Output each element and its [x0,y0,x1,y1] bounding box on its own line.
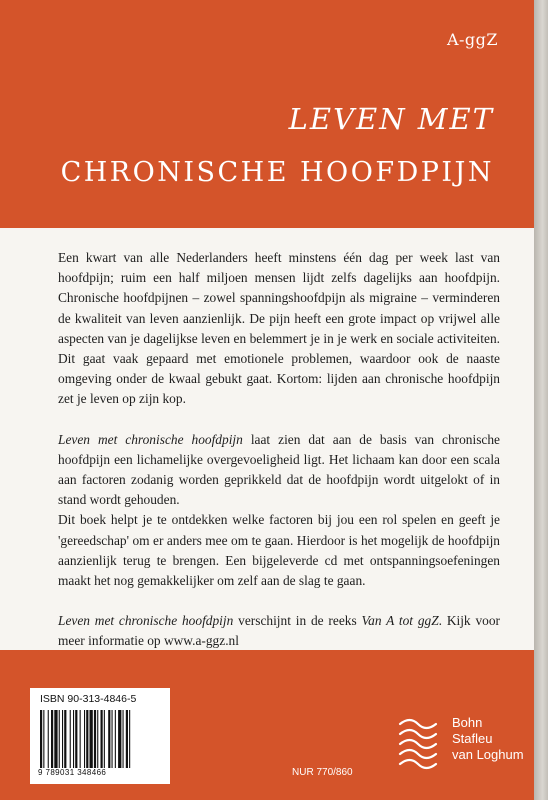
blurb-text [58,248,500,652]
blurb-paragraph-4-mid: verschijnt in de reeks [233,613,362,629]
book-title-italic-2: Leven met chronische hoofdpijn [58,613,234,629]
publisher-line-3: van Loghum [452,747,524,762]
publisher-line-1: Bohn [452,715,483,730]
bsl-logo-icon [396,714,446,774]
book-title-line1: LEVEN MET [288,102,494,136]
nur-code: NUR 770/860 [292,767,353,778]
book-title-italic: Leven met chronische hoofdpijn [58,431,243,447]
isbn-number: ISBN 90-313-4846-5 [40,693,137,705]
series-name-italic: Van A tot ggZ [361,613,439,629]
blurb-paragraph-2-text: laat zien dat aan de basis van chronische hoofdpijn een lichamelijke overgevoeligheid ligt. Het lichaam kan door een scala aan factoren zodanig worden geprikkeld dat de hoofdpijn wordt uitgelokt of in stand wordt gehouden. [58,431,500,508]
barcode-icon [38,710,162,768]
blurb-paragraph-3: Dit boek helpt je te ontdekken welke factoren bij jou een rol spelen en geeft je 'gereedschap' om er anders mee om te gaan. Hierdoor is het mogelijk de hoofdpijn aanzienlijk terug te brengen. Een bijgeleverde cd met ontspanningsoefeningen maakt het nog gemakkelijker om zelf aan de slag te gaan. [58,512,500,589]
book-title-line2: CHRONISCHE HOOFDPIJN [60,157,494,188]
blurb-paragraph-4 [58,611,500,651]
barcode-digits: 9 789031 348466 [38,768,107,777]
publisher-line-2: Stafleu [452,731,493,746]
series-name: A-ggZ [446,30,498,49]
publisher-name [452,715,524,763]
page-edge [534,0,548,800]
blurb-paragraph-2 [58,430,500,511]
blurb-paragraph-1: Een kwart van alle Nederlanders heeft minstens één dag per week last van hoofdpijn; ruim een half miljoen mensen lijdt zelfs dagelijks aan hoofdpijn. Chronische hoofdpijnen – zowel spanningshoofdpijn als migraine – verminderen de kwaliteit van leven aanzienlijk. De pijn heeft een grote impact op vrijwel alle aspecten van je dagelijkse leven en belemmert je in je werk en sociale activiteiten. Dit gaat vaak gepaard met emotionele problemen, waardoor ook de naaste omgeving onder de kwaal gebukt gaat. Kortom: lijden aan chronische hoofdpijn zet je leven op zijn kop. [58,250,500,407]
blurb-paragraph-4-rest: . Kijk voor meer informatie op www.a-ggz.nl [58,613,500,649]
